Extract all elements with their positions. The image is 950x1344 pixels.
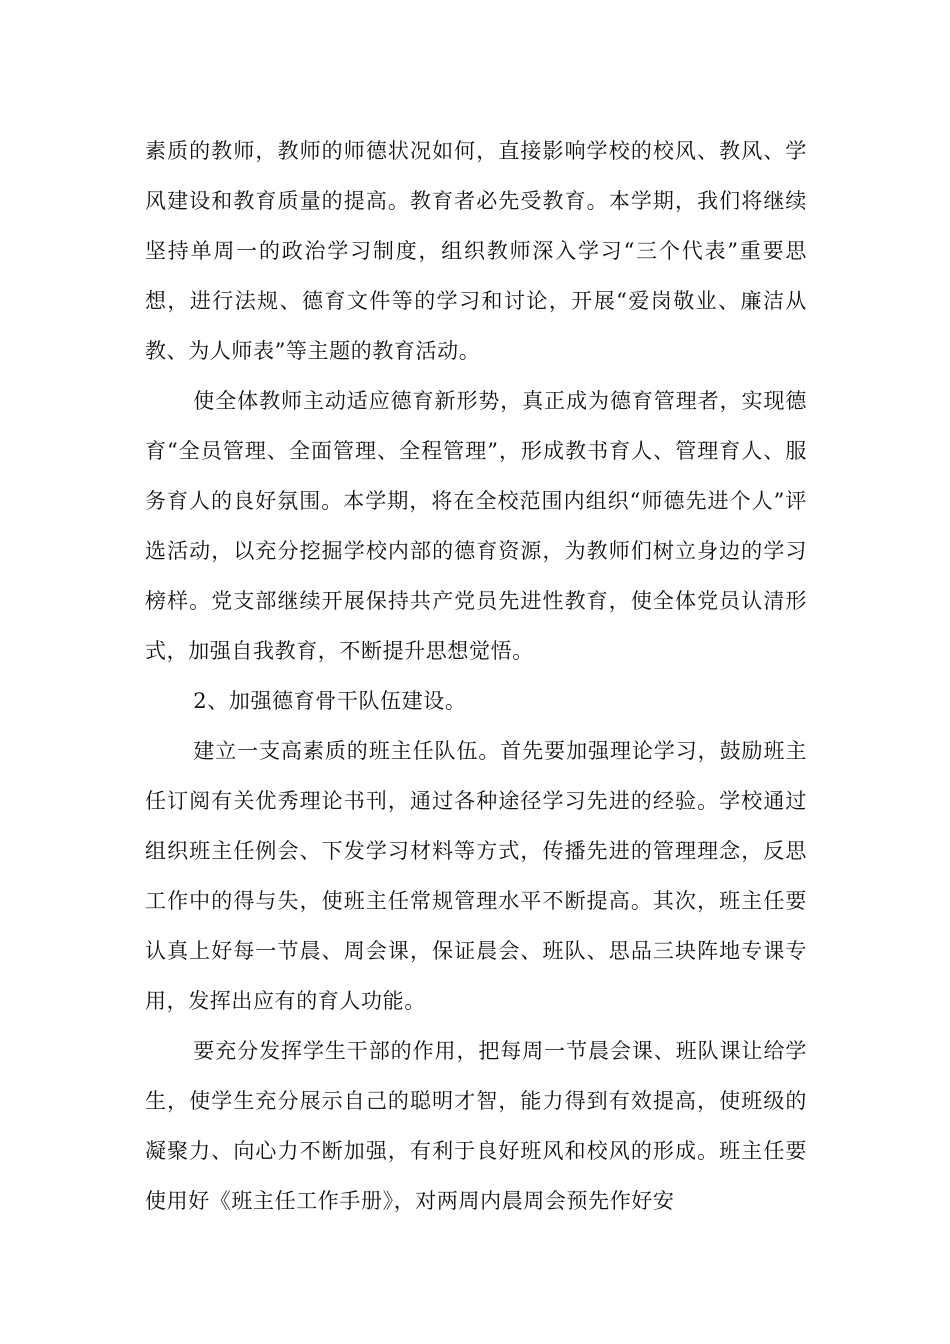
paragraph-student-cadres: 要充分发挥学生干部的作用，把每周一节晨会课、班队课让给学生，使学生充分展示自己的聪明才智，能力得到有效提高，使班级的凝聚力、向心力不断加强，有利于良好班风和校风的形成。班主任要使用好《班主任工作手册》，对两周内晨周会预先作好安 bbox=[145, 1039, 807, 1213]
paragraph-moral-education-management: 使全体教师主动适应德育新形势，真正成为德育管理者，实现德育“全员管理、全面管理、全程管理”，形成教书育人、管理育人、服务育人的良好氛围。本学期，将在全校范围内组织“师德先进个人”评选活动，以充分挖掘学校内部的德育资源，为教师们树立身边的学习榜样。党支部继续开展保持共产党员先进性教育，使全体党员认清形式，加强自我教育，不断提升思想觉悟。 bbox=[145, 389, 807, 663]
document-body bbox=[145, 126, 807, 1226]
paragraph-teacher-ethics-continued: 素质的教师，教师的师德状况如何，直接影响学校的校风、教风、学风建设和教育质量的提高。教育者必先受教育。本学期，我们将继续坚持单周一的政治学习制度，组织教师深入学习“三个代表”重要思想，进行法规、德育文件等的学习和讨论，开展“爱岗敬业、廉洁从教、为人师表”等主题的教育活动。 bbox=[145, 139, 807, 363]
paragraph-class-teacher-team: 建立一支高素质的班主任队伍。首先要加强理论学习，鼓励班主任订阅有关优秀理论书刊，通过各种途径学习先进的经验。学校通过组织班主任例会、下发学习材料等方式，传播先进的管理理念，反思工作中的得与失，使班主任常规管理水平不断提高。其次，班主任要认真上好每一节晨、周会课，保证晨会、班队、思品三块阵地专课专用，发挥出应有的育人功能。 bbox=[145, 739, 807, 1013]
section-heading-backbone-team: 2、加强德育骨干队伍建设。 bbox=[193, 689, 467, 713]
